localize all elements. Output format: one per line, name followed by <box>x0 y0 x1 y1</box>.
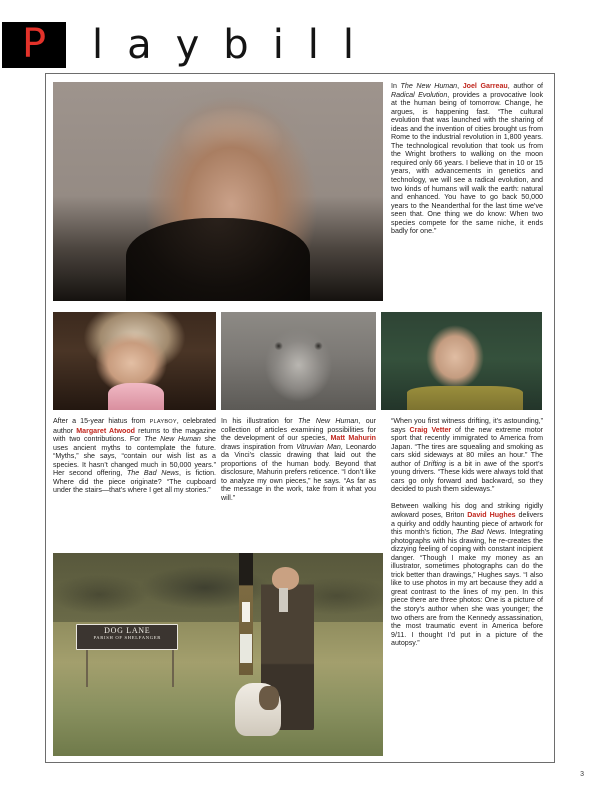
photo-david-hughes-dog-lane <box>53 553 383 756</box>
photo-joel-garreau <box>53 82 383 301</box>
mahurin-p1d: , Leonardo da Vinci’s classic drawing that laid out the proportions of the human body. Beyond that disclosure, Mahurin prefers reticence. “I don’t like to analyze my own pieces,” he says. “As far as the message in the work, take from it what you will.” <box>221 442 377 502</box>
vetter-p1a: “When you first witness drifting, it’s astounding,” says <box>391 417 543 434</box>
mahurin-artwork-title: Vitruvian Man <box>296 442 341 451</box>
mahurin-p1b: , our collection of articles examining possibilities for the development of our species, <box>221 417 376 443</box>
atwood-p1b: , celebrated author <box>53 417 216 435</box>
article-hughes-body <box>391 502 543 647</box>
atwood-p1a: After a 15-year hiatus from <box>53 417 150 425</box>
vetter-story-title: Drifting <box>423 459 446 468</box>
hughes-p1c: . Integrating photographs with his drawing, he re-creates the dizzying feeling of coping with constant incipient danger. “Though I make my money as an illustrator, sometimes photographs can do the trick better than drawings,” Hughes says. “I also like to use photos in my art because they add a great contrast to the lines of my pen. In this piece there are three photos: One is a picture of the story’s author when she was younger; the two others are from the Kennedy assassination, the most traumatic event in America before 9/11. I thought I’d put in a picture of the autopsy.” <box>391 528 543 648</box>
atwood-p1c: returns to the magazine with two contributions. For <box>53 426 217 444</box>
photo-matt-mahurin-illustration <box>221 312 376 410</box>
doglane-hedgerow <box>53 553 383 622</box>
doglane-pole-sticker <box>240 634 251 662</box>
garreau-body-2: , provides a provocative look at the human being of tomorrow. Change, he argues, is happening fast. “The cultural evolution that was launched with the sharing of ideas and the invention of cities brought us from Rome to the industrial revolution in 1,800 years. The technological revolution that took us from the Wright brothers to walking on the moon required only 66 years. I believe that in 10 or 15 years, with advancements in genetics and technology, we will see a radical evolution, and two kinds of humans will walk the earth: natural and enhanced. You have to go back 50,000 years to the Neanderthal for the last time we’ve seen that. One thing we do know: When two species compete for the same niche, it ends badly for one.” <box>391 90 544 236</box>
doglane-sign-post-left <box>86 650 88 687</box>
doglane-man-tie <box>279 588 288 612</box>
masthead-wordmark: laybill <box>92 22 379 68</box>
masthead-initial-block <box>2 22 66 68</box>
garreau-book-title: Radical Evolution <box>391 90 448 99</box>
atwood-fiction-title: The Bad News <box>126 469 179 478</box>
article-vetter-body <box>391 417 543 494</box>
garreau-work-title: The New Human <box>400 82 458 90</box>
masthead-initial: P <box>21 21 47 67</box>
article-vetter-and-hughes <box>391 417 543 648</box>
doglane-pole-label <box>242 602 250 622</box>
doglane-sign-line-1: DOG LANE <box>104 626 151 636</box>
mahurin-work-title: The New Human <box>298 417 359 425</box>
doglane-terrier-dog <box>235 683 281 736</box>
hughes-p1b: delivers a quirky and oddly haunting piece of artwork for this month’s fiction, <box>391 510 543 537</box>
doglane-man-head <box>272 567 298 589</box>
garreau-body-1: , author of <box>507 82 543 90</box>
doglane-sign-line-2: PARISH OF SHELFANGER <box>93 635 162 641</box>
doglane-sign-post-right <box>172 650 174 687</box>
vetter-author-name: Craig Vetter <box>409 425 452 434</box>
article-garreau <box>391 82 543 236</box>
article-mahurin <box>221 417 376 502</box>
page-number: 3 <box>580 771 584 778</box>
mahurin-p1a: In his illustration for <box>221 417 299 425</box>
doglane-road-sign <box>76 624 178 650</box>
article-atwood <box>53 417 216 495</box>
atwood-p1d: she uses ancient myths to contemplate the future. “Myths,” she says, “contain our wish list as a species. It hasn’t changed much in 50,000 years.” Her second offering, <box>53 435 216 478</box>
masthead <box>0 22 600 68</box>
garreau-lead: In <box>391 82 401 90</box>
article-atwood-body <box>53 417 216 495</box>
garreau-author-name: Joel Garreau <box>462 82 508 90</box>
article-garreau-body <box>391 82 543 236</box>
atwood-work-title: The New Human <box>144 435 201 444</box>
photo-craig-vetter <box>381 312 542 410</box>
hughes-fiction-title: The Bad News <box>456 528 505 537</box>
hughes-author-name: David Hughes <box>467 510 516 519</box>
mahurin-p1c: draws inspiration from <box>221 442 297 451</box>
garreau-after-title: , <box>457 82 463 90</box>
photo-margaret-atwood <box>53 312 216 410</box>
vetter-p1c: is a bit in awe of the sport’s young drivers. “These kids were always told that cars go only forward and backward, so they decided to push them sideways.” <box>391 459 543 494</box>
vetter-p1b: of the new extreme motor sport that recently immigrated to America from Japan. “The tires are squealing and smoking as cars skid sideways at 80 miles an hour.” The author of <box>391 425 544 468</box>
page-frame <box>45 73 555 763</box>
mahurin-author-name: Matt Mahurin <box>330 434 376 443</box>
article-mahurin-body <box>221 417 376 502</box>
atwood-p1e: , is fiction. Where did the piece originate? “The cupboard under the stairs—that’s where I get all my stories.” <box>53 469 216 495</box>
atwood-author-name: Margaret Atwood <box>76 426 136 435</box>
atwood-magazine-name: PLAYBOY <box>149 419 177 425</box>
hughes-p1a: Between walking his dog and striking rigidly awkward poses, Briton <box>391 502 543 519</box>
